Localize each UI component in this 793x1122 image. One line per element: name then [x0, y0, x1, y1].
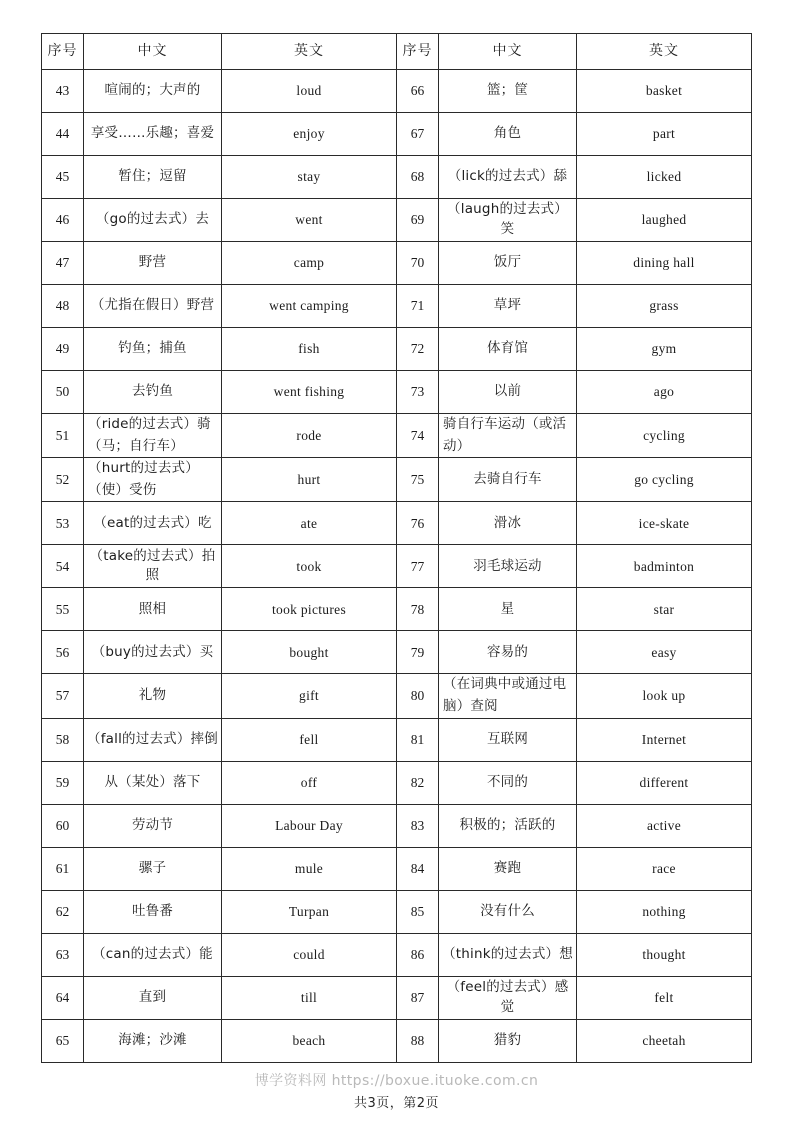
- cell-chinese-left: 喧闹的；大声的: [84, 70, 222, 113]
- cell-chinese-right: 饭厅: [439, 242, 577, 285]
- table-row: [42, 502, 752, 545]
- cell-chinese-left: 照相: [84, 588, 222, 631]
- cell-index-right: 79: [397, 631, 439, 674]
- cell-index-left: 64: [42, 976, 84, 1019]
- table-row: [42, 761, 752, 804]
- cell-english-right: race: [577, 847, 752, 890]
- column-header-english-right: 英文: [577, 34, 752, 70]
- cell-english-left: gift: [222, 674, 397, 718]
- table-row: [42, 847, 752, 890]
- cell-chinese-left: 礼物: [84, 674, 222, 718]
- cell-english-right: dining hall: [577, 242, 752, 285]
- cell-index-right: 76: [397, 502, 439, 545]
- cell-chinese-left: 吐鲁番: [84, 890, 222, 933]
- cell-index-right: 78: [397, 588, 439, 631]
- cell-english-left: fish: [222, 328, 397, 371]
- cell-index-right: 88: [397, 1019, 439, 1062]
- cell-index-left: 61: [42, 847, 84, 890]
- cell-english-left: mule: [222, 847, 397, 890]
- cell-chinese-right: 角色: [439, 113, 577, 156]
- cell-index-left: 55: [42, 588, 84, 631]
- table-row: [42, 933, 752, 976]
- cell-chinese-right: 互联网: [439, 718, 577, 761]
- cell-english-right: licked: [577, 156, 752, 199]
- cell-chinese-left: （fall的过去式）摔倒: [84, 718, 222, 761]
- cell-chinese-left: （hurt的过去式）（使）受伤: [84, 458, 222, 502]
- cell-index-right: 80: [397, 674, 439, 718]
- cell-index-left: 53: [42, 502, 84, 545]
- cell-chinese-right: （laugh的过去式）笑: [439, 199, 577, 242]
- table-row: [42, 588, 752, 631]
- cell-chinese-left: 劳动节: [84, 804, 222, 847]
- column-header-chinese-right: 中文: [439, 34, 577, 70]
- table-body: [42, 70, 752, 1063]
- cell-english-left: Labour Day: [222, 804, 397, 847]
- cell-english-right: Internet: [577, 718, 752, 761]
- cell-english-left: loud: [222, 70, 397, 113]
- cell-index-left: 49: [42, 328, 84, 371]
- cell-chinese-right: 去骑自行车: [439, 458, 577, 502]
- cell-index-left: 63: [42, 933, 84, 976]
- cell-index-right: 73: [397, 371, 439, 414]
- table-row: [42, 371, 752, 414]
- cell-index-left: 60: [42, 804, 84, 847]
- cell-index-right: 85: [397, 890, 439, 933]
- cell-index-left: 46: [42, 199, 84, 242]
- table-row: [42, 242, 752, 285]
- cell-english-left: ate: [222, 502, 397, 545]
- cell-english-right: gym: [577, 328, 752, 371]
- cell-english-left: beach: [222, 1019, 397, 1062]
- cell-index-right: 72: [397, 328, 439, 371]
- table-row: [42, 199, 752, 242]
- table-row: [42, 631, 752, 674]
- table-row: [42, 674, 752, 718]
- table-row: [42, 285, 752, 328]
- cell-index-left: 47: [42, 242, 84, 285]
- cell-english-left: hurt: [222, 458, 397, 502]
- cell-index-right: 74: [397, 414, 439, 458]
- cell-index-right: 82: [397, 761, 439, 804]
- table-header-row: [42, 34, 752, 70]
- cell-index-right: 83: [397, 804, 439, 847]
- cell-index-left: 52: [42, 458, 84, 502]
- vocabulary-table: [41, 33, 752, 1063]
- cell-english-right: laughed: [577, 199, 752, 242]
- cell-english-right: ice-skate: [577, 502, 752, 545]
- cell-chinese-right: 不同的: [439, 761, 577, 804]
- table-header: [42, 34, 752, 70]
- cell-english-left: till: [222, 976, 397, 1019]
- cell-index-right: 69: [397, 199, 439, 242]
- cell-chinese-left: 钓鱼；捕鱼: [84, 328, 222, 371]
- cell-english-left: fell: [222, 718, 397, 761]
- cell-chinese-left: 去钓鱼: [84, 371, 222, 414]
- cell-english-left: went fishing: [222, 371, 397, 414]
- cell-chinese-left: 享受……乐趣；喜爱: [84, 113, 222, 156]
- cell-english-left: could: [222, 933, 397, 976]
- cell-chinese-right: 赛跑: [439, 847, 577, 890]
- cell-chinese-left: （尤指在假日）野营: [84, 285, 222, 328]
- cell-chinese-right: 积极的；活跃的: [439, 804, 577, 847]
- cell-index-right: 66: [397, 70, 439, 113]
- cell-chinese-left: 海滩；沙滩: [84, 1019, 222, 1062]
- cell-chinese-right: 骑自行车运动（或活动）: [439, 414, 577, 458]
- cell-index-left: 65: [42, 1019, 84, 1062]
- cell-chinese-right: （feel的过去式）感觉: [439, 976, 577, 1019]
- cell-index-left: 51: [42, 414, 84, 458]
- column-header-index-left: 序号: [42, 34, 84, 70]
- cell-english-right: star: [577, 588, 752, 631]
- cell-english-right: part: [577, 113, 752, 156]
- cell-english-right: look up: [577, 674, 752, 718]
- cell-english-right: easy: [577, 631, 752, 674]
- cell-english-right: ago: [577, 371, 752, 414]
- cell-chinese-right: （lick的过去式）舔: [439, 156, 577, 199]
- cell-chinese-right: 羽毛球运动: [439, 545, 577, 588]
- cell-english-right: felt: [577, 976, 752, 1019]
- cell-english-right: thought: [577, 933, 752, 976]
- table-row: [42, 328, 752, 371]
- cell-chinese-left: 从（某处）落下: [84, 761, 222, 804]
- table-row: [42, 458, 752, 502]
- table-row: [42, 1019, 752, 1062]
- cell-chinese-left: （go的过去式）去: [84, 199, 222, 242]
- cell-index-left: 58: [42, 718, 84, 761]
- cell-index-left: 48: [42, 285, 84, 328]
- cell-english-left: off: [222, 761, 397, 804]
- cell-index-right: 68: [397, 156, 439, 199]
- cell-chinese-left: （ride的过去式）骑（马；自行车）: [84, 414, 222, 458]
- cell-english-right: go cycling: [577, 458, 752, 502]
- cell-index-right: 86: [397, 933, 439, 976]
- cell-index-left: 45: [42, 156, 84, 199]
- cell-english-left: enjoy: [222, 113, 397, 156]
- table-row: [42, 545, 752, 588]
- cell-chinese-left: （buy的过去式）买: [84, 631, 222, 674]
- cell-index-left: 44: [42, 113, 84, 156]
- cell-english-left: Turpan: [222, 890, 397, 933]
- cell-chinese-right: （think的过去式）想: [439, 933, 577, 976]
- cell-english-left: went camping: [222, 285, 397, 328]
- cell-index-right: 67: [397, 113, 439, 156]
- cell-english-left: went: [222, 199, 397, 242]
- cell-index-left: 56: [42, 631, 84, 674]
- cell-chinese-left: 直到: [84, 976, 222, 1019]
- page-footer: [0, 1074, 793, 1111]
- cell-index-left: 62: [42, 890, 84, 933]
- cell-index-left: 54: [42, 545, 84, 588]
- cell-english-right: cheetah: [577, 1019, 752, 1062]
- table-row: [42, 113, 752, 156]
- cell-chinese-right: 体育馆: [439, 328, 577, 371]
- cell-english-right: nothing: [577, 890, 752, 933]
- cell-index-right: 77: [397, 545, 439, 588]
- cell-chinese-right: 草坪: [439, 285, 577, 328]
- cell-index-right: 81: [397, 718, 439, 761]
- cell-index-right: 75: [397, 458, 439, 502]
- cell-chinese-right: 滑冰: [439, 502, 577, 545]
- cell-english-left: took: [222, 545, 397, 588]
- cell-chinese-right: 没有什么: [439, 890, 577, 933]
- column-header-chinese-left: 中文: [84, 34, 222, 70]
- cell-english-right: basket: [577, 70, 752, 113]
- table-row: [42, 718, 752, 761]
- column-header-english-left: 英文: [222, 34, 397, 70]
- cell-english-right: badminton: [577, 545, 752, 588]
- cell-english-right: cycling: [577, 414, 752, 458]
- cell-index-right: 71: [397, 285, 439, 328]
- cell-english-left: stay: [222, 156, 397, 199]
- cell-english-left: bought: [222, 631, 397, 674]
- cell-index-left: 50: [42, 371, 84, 414]
- table-row: [42, 156, 752, 199]
- cell-index-right: 84: [397, 847, 439, 890]
- cell-english-right: different: [577, 761, 752, 804]
- column-header-index-right: 序号: [397, 34, 439, 70]
- cell-english-right: active: [577, 804, 752, 847]
- cell-chinese-right: 猎豹: [439, 1019, 577, 1062]
- cell-chinese-right: 容易的: [439, 631, 577, 674]
- cell-chinese-left: 暂住；逗留: [84, 156, 222, 199]
- table-row: [42, 976, 752, 1019]
- cell-english-left: camp: [222, 242, 397, 285]
- cell-english-left: rode: [222, 414, 397, 458]
- cell-chinese-right: 以前: [439, 371, 577, 414]
- table-row: [42, 890, 752, 933]
- cell-index-left: 57: [42, 674, 84, 718]
- watermark-text: 博学资料网 https://boxue.ituoke.com.cn: [254, 1073, 539, 1089]
- cell-index-right: 87: [397, 976, 439, 1019]
- cell-chinese-right: 篮；筐: [439, 70, 577, 113]
- cell-index-left: 43: [42, 70, 84, 113]
- cell-chinese-right: 星: [439, 588, 577, 631]
- cell-index-left: 59: [42, 761, 84, 804]
- table-row: [42, 414, 752, 458]
- table-row: [42, 70, 752, 113]
- cell-index-right: 70: [397, 242, 439, 285]
- cell-chinese-right: （在词典中或通过电脑）查阅: [439, 674, 577, 718]
- cell-chinese-left: 野营: [84, 242, 222, 285]
- table-row: [42, 804, 752, 847]
- cell-chinese-left: （take的过去式）拍照: [84, 545, 222, 588]
- cell-chinese-left: 骡子: [84, 847, 222, 890]
- cell-english-left: took pictures: [222, 588, 397, 631]
- page-number-label: 共3页，第2页: [353, 1096, 440, 1112]
- cell-chinese-left: （eat的过去式）吃: [84, 502, 222, 545]
- cell-chinese-left: （can的过去式）能: [84, 933, 222, 976]
- cell-english-right: grass: [577, 285, 752, 328]
